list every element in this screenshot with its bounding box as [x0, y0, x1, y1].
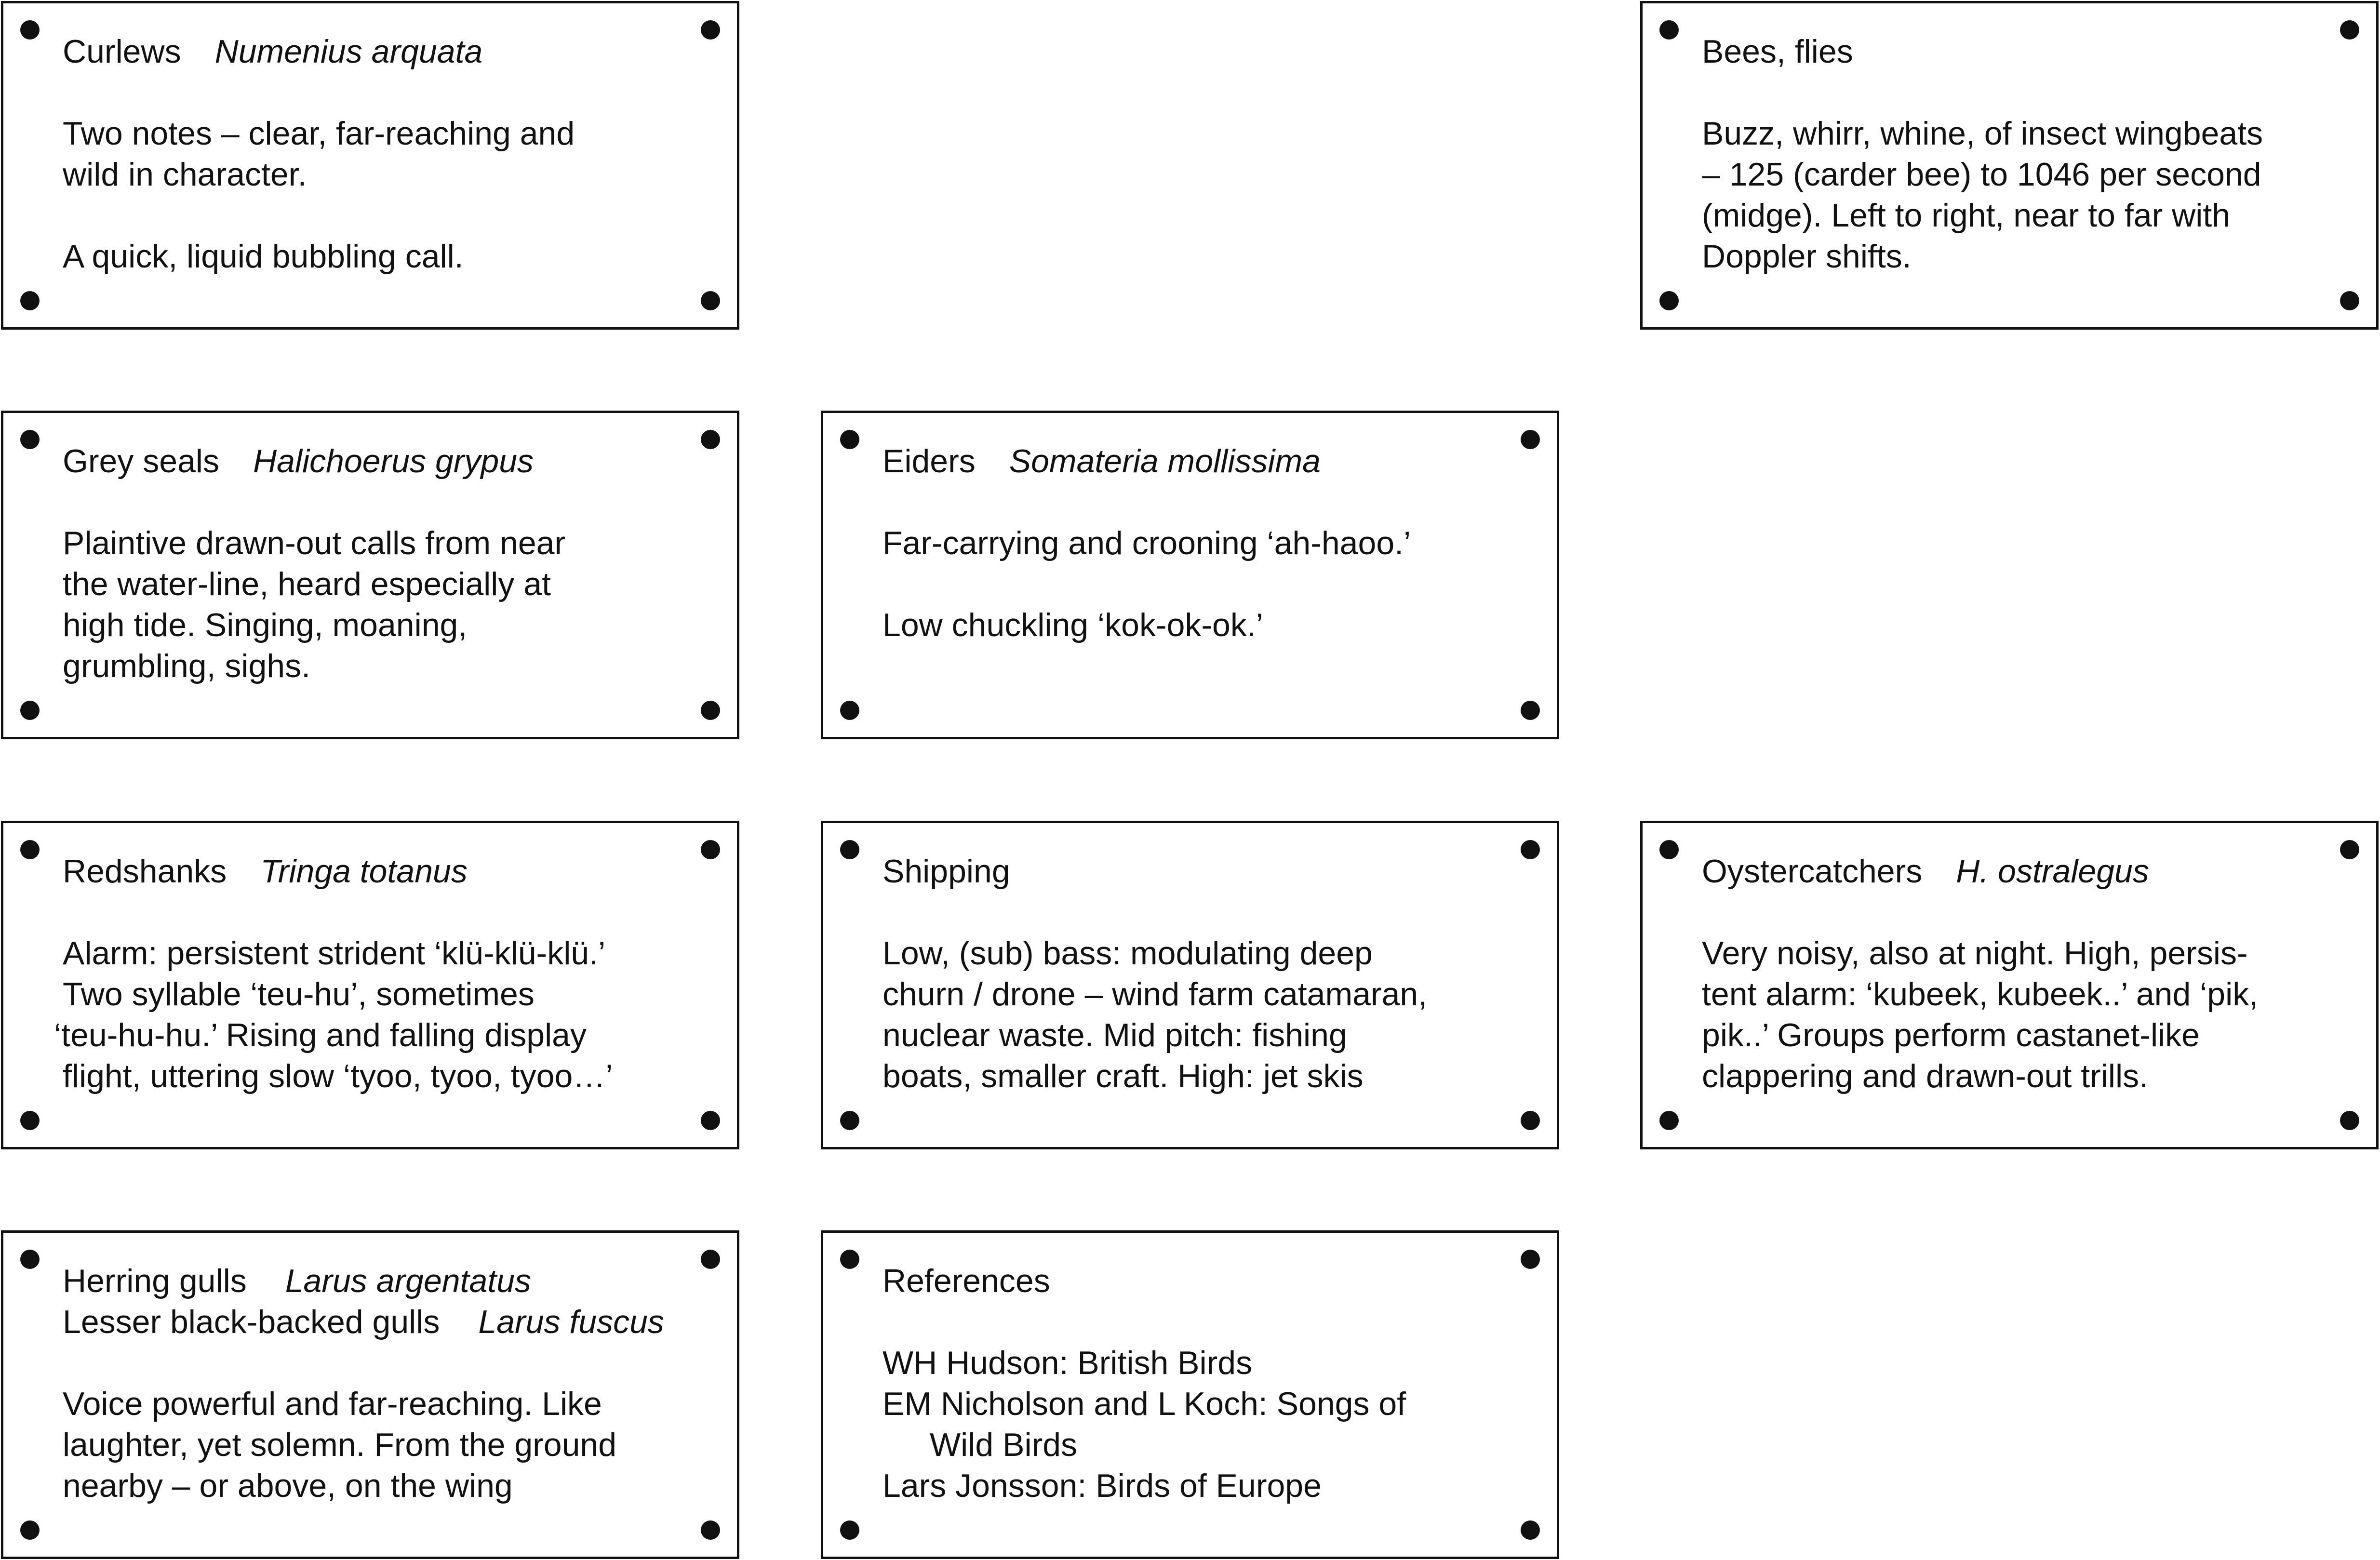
pin-dot — [840, 840, 859, 859]
latin-name: Halichoerus grypus — [253, 443, 534, 480]
description-line: flight, uttering slow ‘tyoo, tyoo, tyoo…’ — [63, 1058, 613, 1094]
description-line: pik..’ Groups perform castanet-like — [1702, 1017, 2200, 1053]
description — [1702, 113, 2328, 277]
description-line: Voice powerful and far-reaching. Like — [63, 1386, 602, 1422]
latin-name: H. ostralegus — [1956, 853, 2149, 890]
common-name: Redshanks — [63, 853, 227, 890]
reference-item: Lars Jonsson: Birds of Europe — [882, 1467, 1322, 1504]
pin-dot — [1521, 1250, 1540, 1269]
pin-dot — [1521, 1111, 1540, 1130]
description-line: Two syllable ‘teu-hu’, sometimes — [63, 976, 535, 1013]
pin-dot — [840, 1520, 859, 1540]
card-oystercatchers — [1640, 821, 2379, 1149]
card-content — [882, 1261, 1509, 1507]
pin-dot — [20, 1250, 40, 1269]
pin-dot — [840, 701, 859, 720]
description-line: clappering and drawn-out trills. — [1702, 1058, 2149, 1094]
description-line: Low chuckling ‘kok-ok-ok.’ — [882, 607, 1263, 643]
card-content — [63, 441, 689, 687]
description-line: Very noisy, also at night. High, persis- — [1702, 935, 2248, 972]
card-heading — [882, 1261, 1509, 1302]
pin-dot — [20, 1111, 40, 1130]
pin-dot — [2340, 840, 2359, 859]
common-name: Grey seals — [63, 443, 219, 480]
pin-dot — [1521, 1520, 1540, 1540]
reference-item: WH Hudson: British Birds — [882, 1345, 1253, 1381]
description-line: A quick, liquid bubbling call. — [63, 238, 464, 275]
description-line: – 125 (carder bee) to 1046 per second — [1702, 156, 2261, 193]
description-line: high tide. Singing, moaning, — [63, 607, 468, 643]
latin-name: Larus fuscus — [478, 1304, 664, 1340]
common-name: Oystercatchers — [1702, 853, 1923, 890]
latin-name: Numenius arquata — [214, 33, 483, 70]
pin-dot — [1659, 291, 1679, 310]
description-line: Alarm: persistent strident ‘klü-klü-klü.’ — [63, 935, 606, 972]
pin-dot — [701, 430, 720, 449]
pin-dot — [20, 1520, 40, 1540]
description — [63, 236, 689, 277]
description-line: grumbling, sighs. — [63, 648, 311, 684]
card-heading — [1702, 851, 2328, 892]
pin-dot — [840, 1250, 859, 1269]
description — [882, 605, 1509, 646]
common-name: Bees, flies — [1702, 33, 1853, 70]
description-line: wild in character. — [63, 156, 307, 193]
common-name: Shipping — [882, 853, 1010, 890]
description-line: (midge). Left to right, near to far with — [1702, 197, 2231, 234]
description-line: nearby – or above, on the wing — [63, 1467, 513, 1504]
description-line: Buzz, whirr, whine, of insect wingbeats — [1702, 115, 2263, 152]
description-line: ‘teu-hu-hu.’ Rising and falling display — [54, 1017, 587, 1053]
card-content — [882, 851, 1509, 1097]
common-name: Curlews — [63, 33, 181, 70]
pin-dot — [701, 1111, 720, 1130]
pin-dot — [20, 20, 40, 40]
description-line: laughter, yet solemn. From the ground — [63, 1427, 617, 1463]
common-name: Lesser black-backed gulls — [63, 1304, 440, 1340]
description — [1702, 933, 2328, 1097]
card-references — [821, 1230, 1559, 1559]
pin-dot — [701, 1250, 720, 1269]
description — [882, 933, 1509, 1097]
description-line: tent alarm: ‘kubeek, kubeek..’ and ‘pik, — [1702, 976, 2259, 1013]
description — [63, 523, 689, 687]
card-eiders — [821, 411, 1559, 739]
card-content — [1702, 851, 2328, 1097]
card-content — [63, 1261, 689, 1507]
card-heading — [63, 31, 689, 72]
card-gulls — [1, 1230, 739, 1559]
latin-name: Tringa totanus — [260, 853, 468, 890]
card-heading — [882, 441, 1509, 482]
card-heading — [63, 1261, 689, 1302]
description-line: boats, smaller craft. High: jet skis — [882, 1058, 1364, 1094]
description — [54, 933, 689, 1097]
description-line: Two notes – clear, far-reaching and — [63, 115, 575, 152]
pin-dot — [20, 701, 40, 720]
pin-dot — [701, 840, 720, 859]
pin-dot — [1659, 1111, 1679, 1130]
description-line: Doppler shifts. — [1702, 238, 1912, 275]
card-redshanks — [1, 821, 739, 1149]
latin-name: Larus argentatus — [285, 1263, 532, 1299]
common-name: Herring gulls — [63, 1263, 247, 1299]
description-line: Far-carrying and crooning ‘ah-haoo.’ — [882, 525, 1411, 561]
pin-dot — [1521, 840, 1540, 859]
description — [63, 1384, 689, 1507]
pin-dot — [20, 840, 40, 859]
pin-dot — [701, 1520, 720, 1540]
reference-item-continuation: Wild Birds — [930, 1427, 1078, 1463]
card-heading — [63, 1302, 689, 1343]
card-shipping — [821, 821, 1559, 1149]
pin-dot — [840, 430, 859, 449]
pin-dot — [840, 1111, 859, 1130]
description-line: nuclear waste. Mid pitch: fishing — [882, 1017, 1347, 1053]
card-content — [63, 31, 689, 277]
card-curlews — [1, 1, 739, 330]
references-title: References — [882, 1263, 1050, 1299]
pin-dot — [2340, 291, 2359, 310]
card-content — [882, 441, 1509, 646]
reference-list — [882, 1343, 1509, 1507]
pin-dot — [2340, 1111, 2359, 1130]
card-heading — [882, 851, 1509, 892]
card-bees-flies — [1640, 1, 2379, 330]
pin-dot — [701, 20, 720, 40]
description — [63, 113, 689, 195]
card-heading — [63, 441, 689, 482]
card-content — [1702, 31, 2328, 277]
pin-dot — [1521, 701, 1540, 720]
pin-dot — [701, 291, 720, 310]
description — [882, 523, 1509, 564]
card-heading — [63, 851, 689, 892]
description-line: Low, (sub) bass: modulating deep — [882, 935, 1373, 972]
pin-dot — [20, 291, 40, 310]
pin-dot — [1521, 430, 1540, 449]
latin-name: Somateria mollissima — [1009, 443, 1321, 480]
description-line: churn / drone – wind farm catamaran, — [882, 976, 1428, 1013]
card-heading — [1702, 31, 2328, 72]
description-line: Plaintive drawn-out calls from near — [63, 525, 566, 561]
reference-item: EM Nicholson and L Koch: Songs of — [882, 1386, 1406, 1422]
card-content — [54, 851, 689, 1097]
pin-dot — [2340, 20, 2359, 40]
pin-dot — [1659, 20, 1679, 40]
pin-dot — [701, 701, 720, 720]
common-name: Eiders — [882, 443, 976, 480]
pin-dot — [1659, 840, 1679, 859]
card-grey-seals — [1, 411, 739, 739]
description-line: the water-line, heard especially at — [63, 566, 551, 602]
pin-dot — [20, 430, 40, 449]
